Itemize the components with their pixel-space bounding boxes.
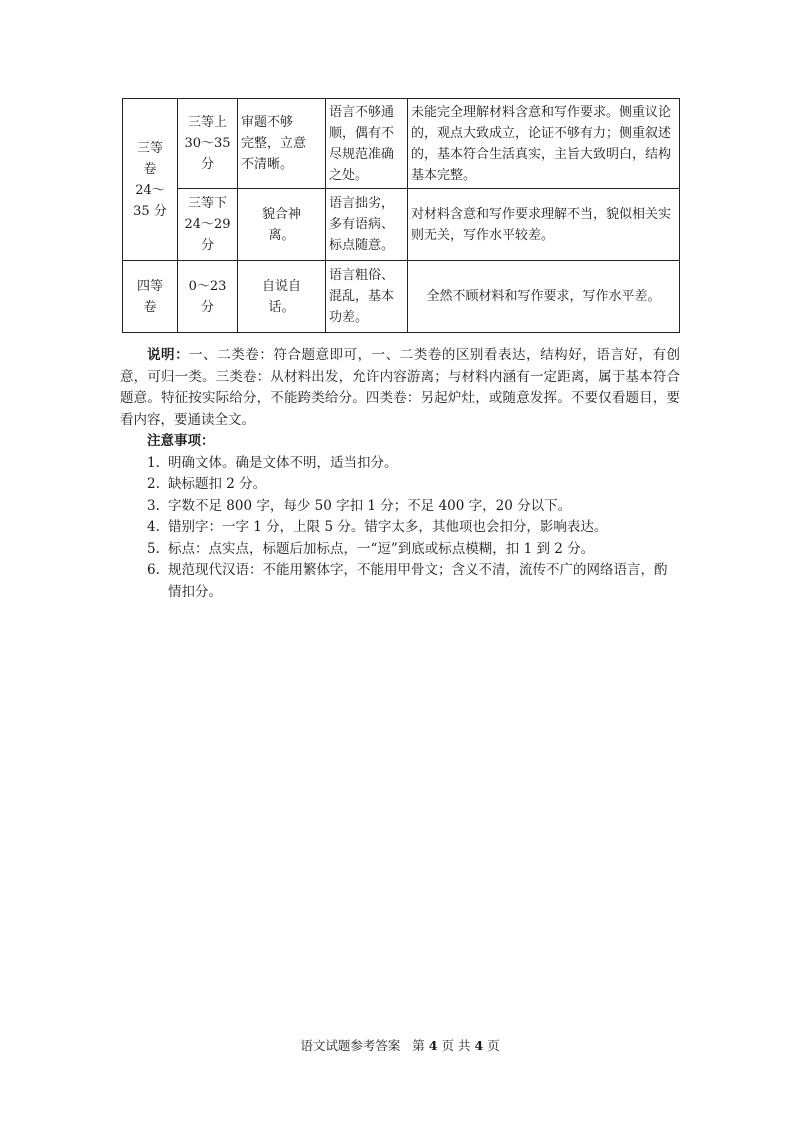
list-item-number: 3. <box>147 497 160 514</box>
list-item-text: 字数不足 800 字，每少 50 字扣 1 分；不足 400 字，20 分以下。 <box>168 497 572 514</box>
attention-list <box>120 453 680 604</box>
list-item-number: 6. <box>147 562 160 578</box>
explanation-label: 说明： <box>147 347 190 363</box>
language-cell: 语言不够通 顺，偶有不 尽规范准确 之处。 <box>326 99 408 189</box>
table-row <box>123 261 680 333</box>
footer-di: 第 <box>412 1038 425 1053</box>
language-cell: 语言拙劣， 多有语病、 标点随意。 <box>326 189 408 261</box>
description-cell: 未能完全理解材料含意和写作要求。侧重议论的，观点大致成立，论证不够有力；侧重叙述的，基本符合生活真实，主旨大致明白，结构基本完整。 <box>408 99 680 189</box>
language-cell: 语言粗俗、 混乱，基本 功差。 <box>326 261 408 333</box>
list-item-number: 1. <box>147 454 160 471</box>
topic-cell: 审题不够 完整，立意 不清晰。 <box>238 99 326 189</box>
footer-gong: 共 <box>457 1038 471 1053</box>
page-footer <box>0 1036 800 1054</box>
list-item-number: 2. <box>147 476 160 492</box>
topic-cell: 自说自 话。 <box>238 261 326 333</box>
list-item-text: 明确文体。确是文体不明，适当扣分。 <box>168 454 398 471</box>
list-item <box>120 560 680 603</box>
grade-cell: 四等 卷 <box>123 261 178 333</box>
description-cell: 全然不顾材料和写作要求，写作水平差。 <box>408 261 680 333</box>
description-cell: 对材料含意和写作要求理解不当，貌似相关实则无关，写作水平较差。 <box>408 189 680 261</box>
list-item-text: 缺标题扣 2 分。 <box>168 476 267 492</box>
grade-cell: 三等 卷 24～ 35 分 <box>123 99 178 261</box>
list-item <box>120 539 680 561</box>
list-item-text: 标点：点实点，标题后加标点，一“逗”到底或标点模糊，扣 1 到 2 分。 <box>168 540 595 557</box>
list-item-text: 错别字：一字 1 分，上限 5 分。错字太多，其他项也会扣分，影响表达。 <box>168 519 608 535</box>
list-item-text: 规范现代汉语：不能用繁体字，不能用甲骨文；含义不清，流传不广的网络语言，酌情扣分。 <box>168 562 668 600</box>
list-item <box>120 453 680 475</box>
explanation-text: 一、二类卷：符合题意即可，一、二类卷的区别看表达，结构好，语言好，有创意，可归一类。三类卷：从材料出发，允许内容游离；与材料内涵有一定距离，属于基本符合题意。特征按实际给分，不能跨类给分。四类卷：另起炉灶，或随意发挥。不要仅看题目，要看内容，要通读全文。 <box>120 347 681 428</box>
sub-grade-cell: 三等下 24～29 分 <box>178 189 238 261</box>
grading-table <box>122 98 680 333</box>
table-row <box>123 189 680 261</box>
table-row <box>123 99 680 189</box>
footer-subject: 语文试题参考答案 <box>300 1038 401 1053</box>
footer-ye: 页 <box>487 1038 500 1053</box>
footer-ye: 页 <box>441 1038 454 1053</box>
topic-cell: 貌合神 离。 <box>238 189 326 261</box>
footer-total-pages: 4 <box>474 1038 484 1053</box>
attention-title: 注意事项： <box>147 433 215 449</box>
list-item <box>120 517 680 539</box>
list-item-number: 4. <box>147 519 160 535</box>
explanation-paragraph <box>120 345 680 431</box>
sub-grade-cell: 0～23 分 <box>178 261 238 333</box>
footer-page-number: 4 <box>428 1038 438 1053</box>
list-item-number: 5. <box>147 540 160 557</box>
list-item <box>120 474 680 496</box>
sub-grade-cell: 三等上 30～35 分 <box>178 99 238 189</box>
list-item <box>120 496 680 518</box>
notes-section <box>120 345 680 603</box>
